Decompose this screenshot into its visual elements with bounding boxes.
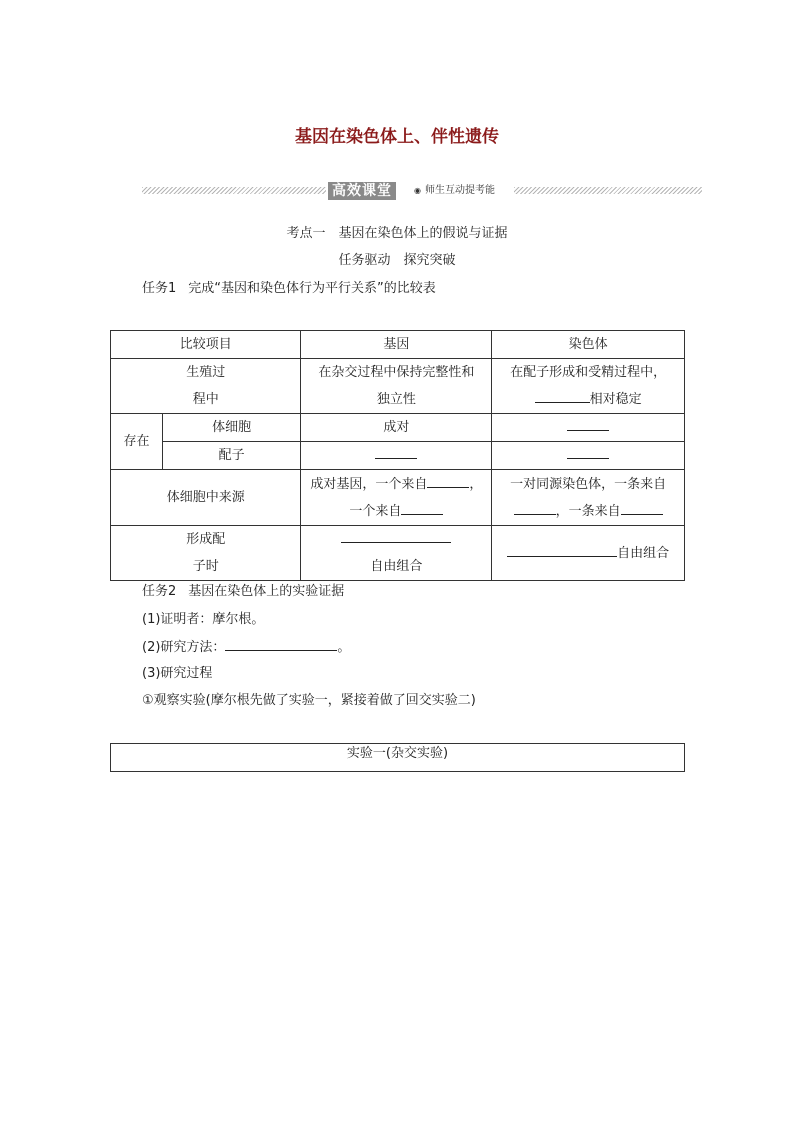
banner-subtitle [414,183,495,199]
task1-text: 完成“基因和染色体行为平行关系”的比较表 [188,281,436,296]
fill-blank [427,472,469,488]
row3-chromosome [492,442,685,470]
fill-blank [567,415,609,431]
row2-gene: 成对 [301,414,492,442]
fill-blank [401,499,443,515]
fill-blank [375,443,417,459]
banner-subtitle-text: 师生互动提考能 [424,185,495,196]
banner-divider-right [514,187,702,194]
fill-blank [514,499,556,515]
table-row [111,526,685,581]
section-heading: 考点一 基因在染色体上的假说与证据 [286,226,508,241]
task2-text: 基因在染色体上的实验证据 [188,584,345,599]
row1-gene: 在杂交过程中保持完整性和 独立性 [301,359,492,414]
row5-item: 形成配 子时 [111,526,301,581]
table-row [111,359,685,414]
row3-item: 配子 [162,442,301,470]
fill-blank [621,499,663,515]
task1-label: 任务1 [142,281,177,296]
exist-label: 存在 [111,414,163,470]
comparison-table [110,330,685,581]
header-item: 比较项目 [111,331,301,359]
page-title: 基因在染色体上、伴性遗传 [295,127,499,147]
header-chromosome: 染色体 [492,331,685,359]
table-row [111,442,685,470]
task2-item4: ①观察实验(摩尔根先做了实验一，紧接着做了回交实验二) [142,693,476,708]
row2-chromosome [492,414,685,442]
task2-label: 任务2 [142,584,177,599]
bullet-icon: ◉ [414,186,421,195]
section-banner [142,182,702,200]
fill-blank [507,541,617,557]
table-row [111,414,685,442]
fill-blank [567,443,609,459]
task2-line [142,580,344,599]
row4-item: 体细胞中来源 [111,470,301,526]
section-subheading: 任务驱动 探究突破 [338,253,456,268]
task2-item1: (1)证明者：摩尔根。 [142,612,265,627]
task2-item2: (2)研究方法： 。 [142,635,350,655]
row1-chromosome: 在配子形成和受精过程中， 相对稳定 [492,359,685,414]
banner-divider-left [142,187,326,194]
table-header-row [111,331,685,359]
header-gene: 基因 [301,331,492,359]
row2-item: 体细胞 [162,414,301,442]
table-row [111,470,685,526]
row5-gene: 自由组合 [301,526,492,581]
fill-blank [341,527,451,543]
row5-chromosome: 自由组合 [492,526,685,581]
task1-line [142,277,436,296]
row4-gene: 成对基因，一个来自 ， 一个来自 [301,470,492,526]
banner-badge: 高效课堂 [328,182,396,200]
fill-blank [535,387,590,403]
experiment-box: 实验一(杂交实验) [110,743,685,772]
row1-item: 生殖过 程中 [111,359,301,414]
task2-item3: (3)研究过程 [142,666,213,681]
row3-gene [301,442,492,470]
row4-chromosome: 一对同源染色体，一条来自 ，一条来自 [492,470,685,526]
fill-blank [225,635,337,651]
